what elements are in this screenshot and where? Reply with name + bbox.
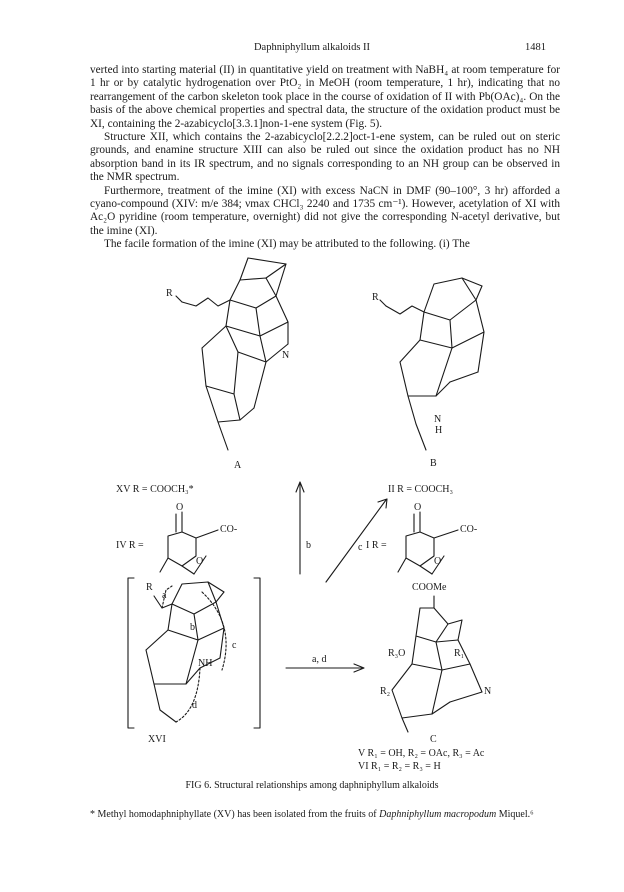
structure-b-n-label: N — [434, 414, 442, 425]
structure-b-skeleton — [380, 278, 484, 450]
compound-vi-line: VI R₁ = R₂ = R₃ = H — [358, 761, 441, 772]
compound-v-line: V R₁ = OH, R₂ = OAc, R₃ = Ac — [358, 748, 485, 759]
page-number: 1481 — [525, 42, 546, 53]
structure-c-label: C — [430, 734, 437, 745]
structure-xvi-b-label: b — [190, 622, 195, 633]
structure-a-n-label: N — [282, 350, 290, 361]
running-title: Daphniphyllum alkaloids II — [253, 42, 371, 53]
paragraph: verted into starting material (II) in quantitative yield on treatment with NaBH₄ at room temperature for 1 hr or by catalytic hydrogenation over PtO₂ in MeOH (room temperature, 1 hr), indicating that no rearrangement of the carbon skeleton took place in the course of oxidation of II with Pb(OAc)₄. On the basis of the above chemical properties and spectral data, the structure of the oxidation product must be XI, containing the 2-azabicyclo[3.3.1]non-1-ene system (Fig. 5). — [90, 64, 560, 130]
structure-c-skeleton — [392, 596, 482, 732]
structure-a-skeleton — [176, 258, 288, 450]
ring-oxygen-label: O — [414, 502, 422, 513]
reaction-arrow-ad — [286, 664, 364, 672]
acyl-label: CO- — [220, 524, 238, 535]
structure-b-r-label: R — [372, 292, 379, 303]
arrow-ad-label: a, d — [312, 654, 327, 665]
structure-c-r2-label: R₂ — [380, 686, 391, 697]
compound-xv-line: XV R = COOCH₃* — [116, 484, 194, 495]
arrow-b-label: b — [306, 540, 311, 551]
structure-b-h-label: H — [435, 425, 443, 436]
compound-ii-line: II R = COOCH₃ — [388, 484, 453, 495]
ring-oxygen-label: O — [196, 556, 204, 567]
page-header — [0, 42, 624, 58]
structure-xvi-label: XVI — [148, 734, 166, 745]
footnote-species: Daphniphyllum macropodum — [379, 809, 497, 820]
footnote — [90, 808, 560, 821]
structure-xvi-skeleton — [146, 582, 226, 722]
compound-iv-r-label: IV R = — [116, 540, 144, 551]
paragraph: Structure XII, which contains the 2-azabicyclo[2.2.2]oct-1-ene system, can be ruled out on steric grounds, and enamine structure XIII can also be ruled out since the oxidation product has no NH absorption band in its IR spectrum, and no signals corresponding to an NH group can be observed in the NMR spectrum. — [90, 131, 560, 184]
acyl-label: CO- — [460, 524, 478, 535]
structure-i-acyl-group — [398, 512, 458, 574]
structure-xvi-c-label: c — [232, 640, 237, 651]
structure-xvi-nh-label: NH — [198, 658, 213, 669]
body-text — [90, 64, 560, 252]
structure-xvi-a-label: a — [162, 590, 167, 601]
structure-xvi-d-label: d — [192, 700, 197, 711]
structure-iv-acyl-group — [160, 512, 218, 574]
structure-a-label: A — [234, 460, 242, 471]
structure-b-label: B — [430, 458, 437, 469]
reaction-arrow-b — [296, 482, 304, 574]
structure-c-r3o-label: R₃O — [388, 648, 406, 659]
compound-i-r-label: I R = — [366, 540, 387, 551]
paragraph: Furthermore, treatment of the imine (XI) with excess NaCN in DMF (90–100°, 3 hr) afforded a cyano-compound (XIV: m/e 384; νmax CHCl₃ 2240 and 1735 cm⁻¹). However, acetylation of XI with Ac₂O pyridine (room temperature, overnight) did not give the corresponding N-acetyl derivative, but the imine (XI). — [90, 184, 560, 237]
figure-caption: FIG 6. Structural relationships among daphniphyllum alkaloids — [185, 780, 439, 791]
ring-oxygen-label: O — [434, 556, 442, 567]
ring-oxygen-label: O — [176, 502, 184, 513]
structure-a-r-label: R — [166, 288, 173, 299]
footnote-end: Miquel.⁶ — [498, 809, 534, 820]
footnote-text: * Methyl homodaphniphyllate (XV) has been isolated from the fruits of — [90, 809, 377, 820]
arrow-c-label: c — [358, 542, 363, 553]
structure-xvi-r-label: R — [146, 582, 153, 593]
paragraph: The facile formation of the imine (XI) may be attributed to the following. (i) The — [104, 238, 470, 251]
figure-6 — [90, 244, 560, 774]
structure-c-n-label: N — [484, 686, 492, 697]
structure-c-coome-label: COOMe — [412, 582, 447, 593]
structure-c-r1-label: R₁ — [454, 648, 465, 659]
